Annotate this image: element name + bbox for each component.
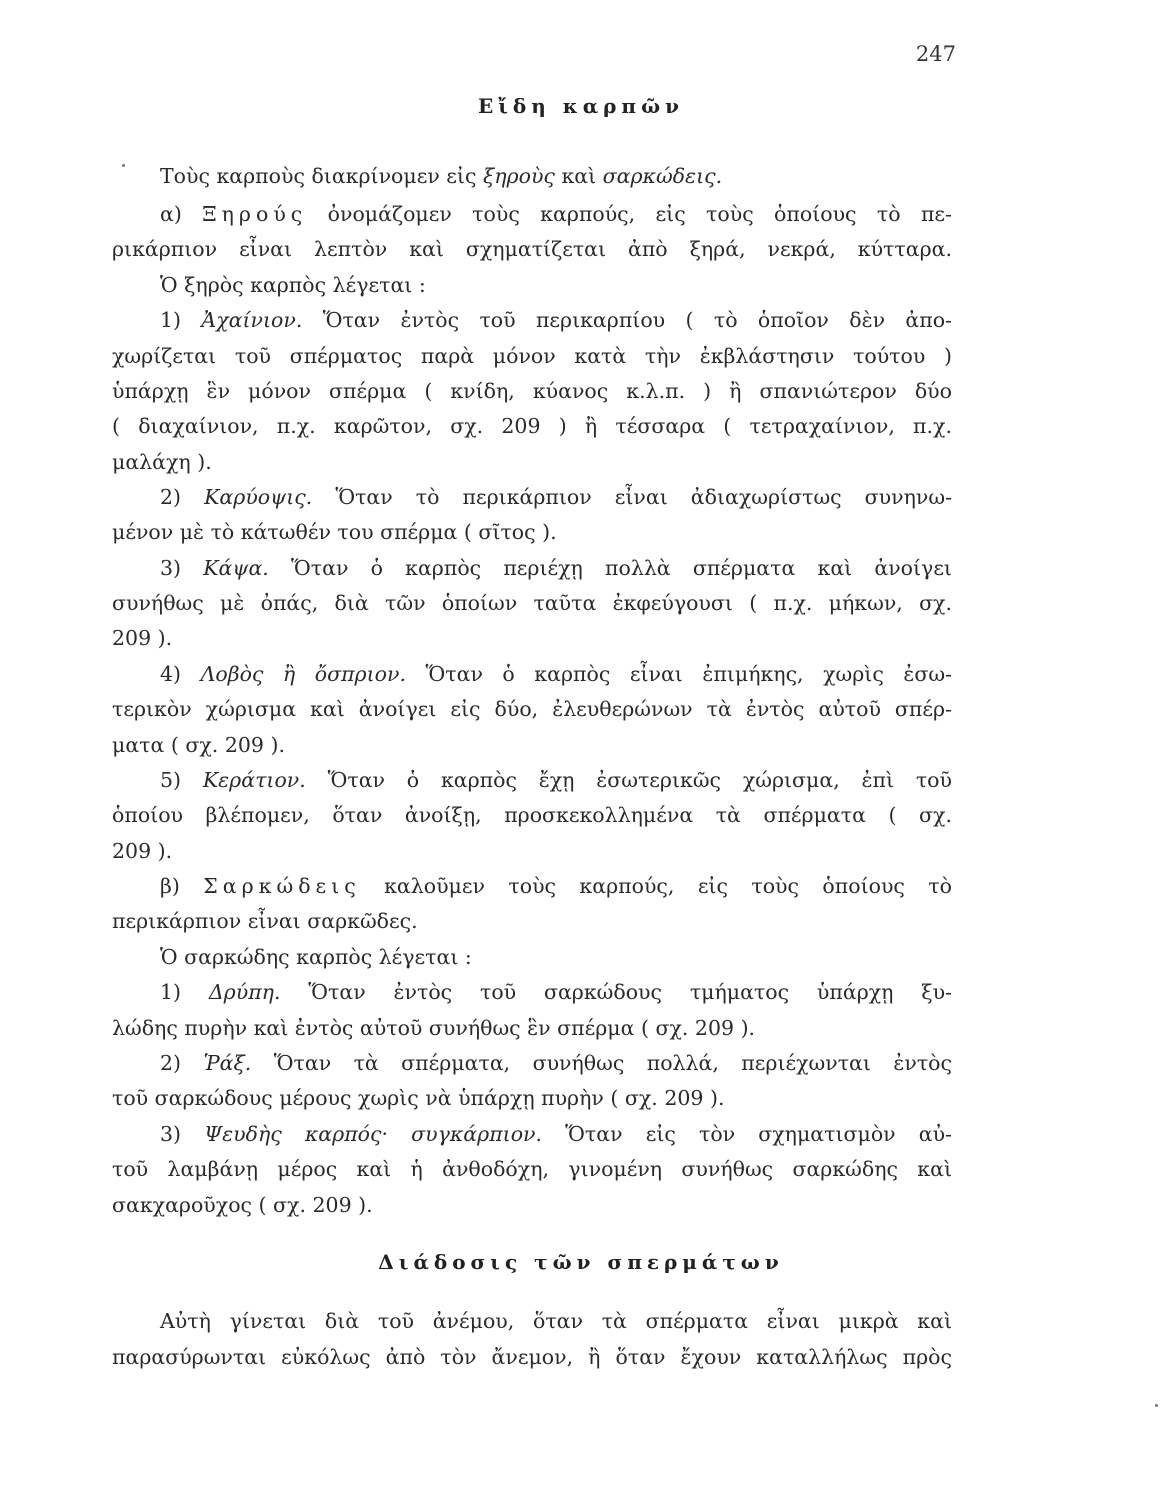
term-capsule: Κάψα. <box>203 556 269 580</box>
caryopsis-line-2: μένον μὲ τὸ κάτωθέν του σπέρμα ( σῖτος ). <box>112 520 557 544</box>
capsule-line-1 <box>160 554 952 582</box>
scan-speck <box>122 164 125 167</box>
false-fruit-line-3: σακχαροῦχος ( σχ. 209 ). <box>112 1193 373 1217</box>
item-number: 5) <box>160 768 182 792</box>
fleshy-line-3: Ὁ σαρκώδης καρπὸς λέγεται : <box>160 945 472 969</box>
legume-line-3: ματα ( σχ. 209 ). <box>112 733 285 757</box>
term-drupe: Δρύπη. <box>208 980 281 1004</box>
fleshy-term: Σαρκώδεις <box>203 874 361 898</box>
achene-text: Ὅταν ἐντὸς τοῦ περικαρπίου ( τὸ ὁποῖον δὲν ἀπο- <box>322 308 952 332</box>
fleshy-line-2: περικάρπιον εἶναι σαρκῶδες. <box>112 909 418 933</box>
fleshy-text: καλοῦμεν τοὺς καρπούς, εἰς τοὺς ὁποίους τὸ <box>384 874 952 898</box>
caryopsis-line-1 <box>160 483 952 511</box>
term-silique: Κεράτιον. <box>202 768 306 792</box>
dry-text: ὀνομάζομεν τοὺς καρπούς, εἰς τοὺς ὁποίους τὸ πε- <box>327 202 952 226</box>
item-number: 3) <box>160 1122 182 1146</box>
silique-line-3: 209 ). <box>112 839 173 863</box>
item-number: 3) <box>160 556 182 580</box>
item-number: 2) <box>160 485 182 509</box>
achene-line-3: ὑπάρχῃ ἓν μόνον σπέρμα ( κνίδη, κύανος κ.λ.π. ) ἢ σπανιώτερον δύο <box>112 379 952 403</box>
heading-seed-dispersal: Διάδοσις τῶν σπερμάτων <box>378 1250 784 1274</box>
intro-text: Τοὺς καρποὺς διακρίνομεν εἰς <box>160 164 477 188</box>
item-number: 1) <box>160 308 182 332</box>
heading-fruit-types: Εἴδη καρπῶν <box>477 94 684 118</box>
berry-line-1 <box>160 1049 952 1077</box>
caryopsis-text: Ὅταν τὸ περικάρπιον εἶναι ἀδιαχωρίστως συνηνω- <box>335 485 952 509</box>
legume-text: Ὅταν ὁ καρπὸς εἶναι ἐπιμήκης, χωρὶς ἐσω- <box>425 662 952 686</box>
intro-line <box>160 162 952 190</box>
term-caryopsis: Καρύοψις. <box>204 485 313 509</box>
false-fruit-text: Ὅταν εἰς τὸν σχηματισμὸν αὐ- <box>565 1122 952 1146</box>
item-number: 1) <box>160 980 182 1004</box>
silique-line-1 <box>160 766 952 794</box>
silique-line-2: ὁποίου βλέπομεν, ὅταν ἀνοίξῃ, προσκεκολλημένα τὰ σπέρματα ( σχ. <box>112 803 952 827</box>
legume-line-1 <box>160 660 952 688</box>
dry-term: Ξηρούς <box>202 202 308 226</box>
term-false-fruit: Ψευδὴς καρπός· συγκάρπιον. <box>204 1122 543 1146</box>
item-number: 2) <box>160 1051 182 1075</box>
term-dry: ξηροὺς <box>482 164 555 188</box>
berry-line-2: τοῦ σαρκώδους μέρους χωρὶς νὰ ὑπάρχῃ πυρὴν ( σχ. 209 ). <box>112 1086 725 1110</box>
dispersal-line-2: παρασύρωνται εὐκόλως ἀπὸ τὸν ἄνεμον, ἢ ὅταν ἔχουν καταλλήλως πρὸς <box>112 1345 952 1369</box>
drupe-text: Ὅταν ἐντὸς τοῦ σαρκώδους τμήματος ὑπάρχῃ ξυ- <box>308 980 952 1004</box>
capsule-text: Ὅταν ὁ καρπὸς περιέχῃ πολλὰ σπέρματα καὶ ἀνοίγει <box>291 556 952 580</box>
achene-line-2: χωρίζεται τοῦ σπέρματος παρὰ μόνον κατὰ τὴν ἐκβλάστησιν τούτου ) <box>112 344 952 368</box>
achene-line-4: ( διαχαίνιον, π.χ. καρῶτον, σχ. 209 ) ἢ τέσσαρα ( τετραχαίνιον, π.χ. <box>112 414 952 438</box>
fleshy-line-1 <box>160 872 952 900</box>
page-number: 247 <box>915 42 956 66</box>
false-fruit-line-1 <box>160 1120 952 1148</box>
achene-line-5: μαλάχη ). <box>112 450 212 474</box>
term-legume: Λοβὸς ἢ ὄσπριον. <box>200 662 406 686</box>
capsule-line-3: 209 ). <box>112 626 173 650</box>
false-fruit-line-2: τοῦ λαμβάνῃ μέρος καὶ ἡ ἀνθοδόχη, γινομένη συνήθως σαρκώδης καὶ <box>112 1157 952 1181</box>
achene-line-1 <box>160 306 952 334</box>
berry-text: Ὅταν τὰ σπέρματα, συνήθως πολλά, περιέχωνται ἐντὸς <box>273 1051 952 1075</box>
term-berry: Ῥάξ. <box>203 1051 252 1075</box>
dry-line-2: ρικάρπιον εἶναι λεπτὸν καὶ σχηματίζεται ἀπὸ ξηρά, νεκρά, κύτταρα. <box>112 237 952 261</box>
item-number: 4) <box>160 662 182 686</box>
scan-speck <box>1155 1404 1158 1407</box>
drupe-line-2: λώδης πυρὴν καὶ ἐντὸς αὐτοῦ συνήθως ἓν σπέρμα ( σχ. 209 ). <box>112 1016 756 1040</box>
term-fleshy: σαρκώδεις. <box>602 164 723 188</box>
drupe-line-1 <box>160 978 952 1006</box>
item-label-a: α) <box>160 202 182 226</box>
term-achene: Ἀχαίνιον. <box>201 308 303 332</box>
dispersal-line-1: Αὐτὴ γίνεται διὰ τοῦ ἀνέμου, ὅταν τὰ σπέρματα εἶναι μικρὰ καὶ <box>160 1309 952 1333</box>
dry-line-3: Ὁ ξηρὸς καρπὸς λέγεται : <box>160 273 426 297</box>
dry-line-1 <box>160 200 952 228</box>
legume-line-2: τερικὸν χώρισμα καὶ ἀνοίγει εἰς δύο, ἐλευθερώνων τὰ ἐντὸς αὐτοῦ σπέρ- <box>112 697 952 721</box>
intro-and: καὶ <box>561 164 597 188</box>
item-label-b: β) <box>160 874 180 898</box>
capsule-line-2: συνήθως μὲ ὀπάς, διὰ τῶν ὁποίων ταῦτα ἐκφεύγουσι ( π.χ. μήκων, σχ. <box>112 591 952 615</box>
silique-text: Ὅταν ὁ καρπὸς ἔχῃ ἐσωτερικῶς χώρισμα, ἐπὶ τοῦ <box>327 768 952 792</box>
